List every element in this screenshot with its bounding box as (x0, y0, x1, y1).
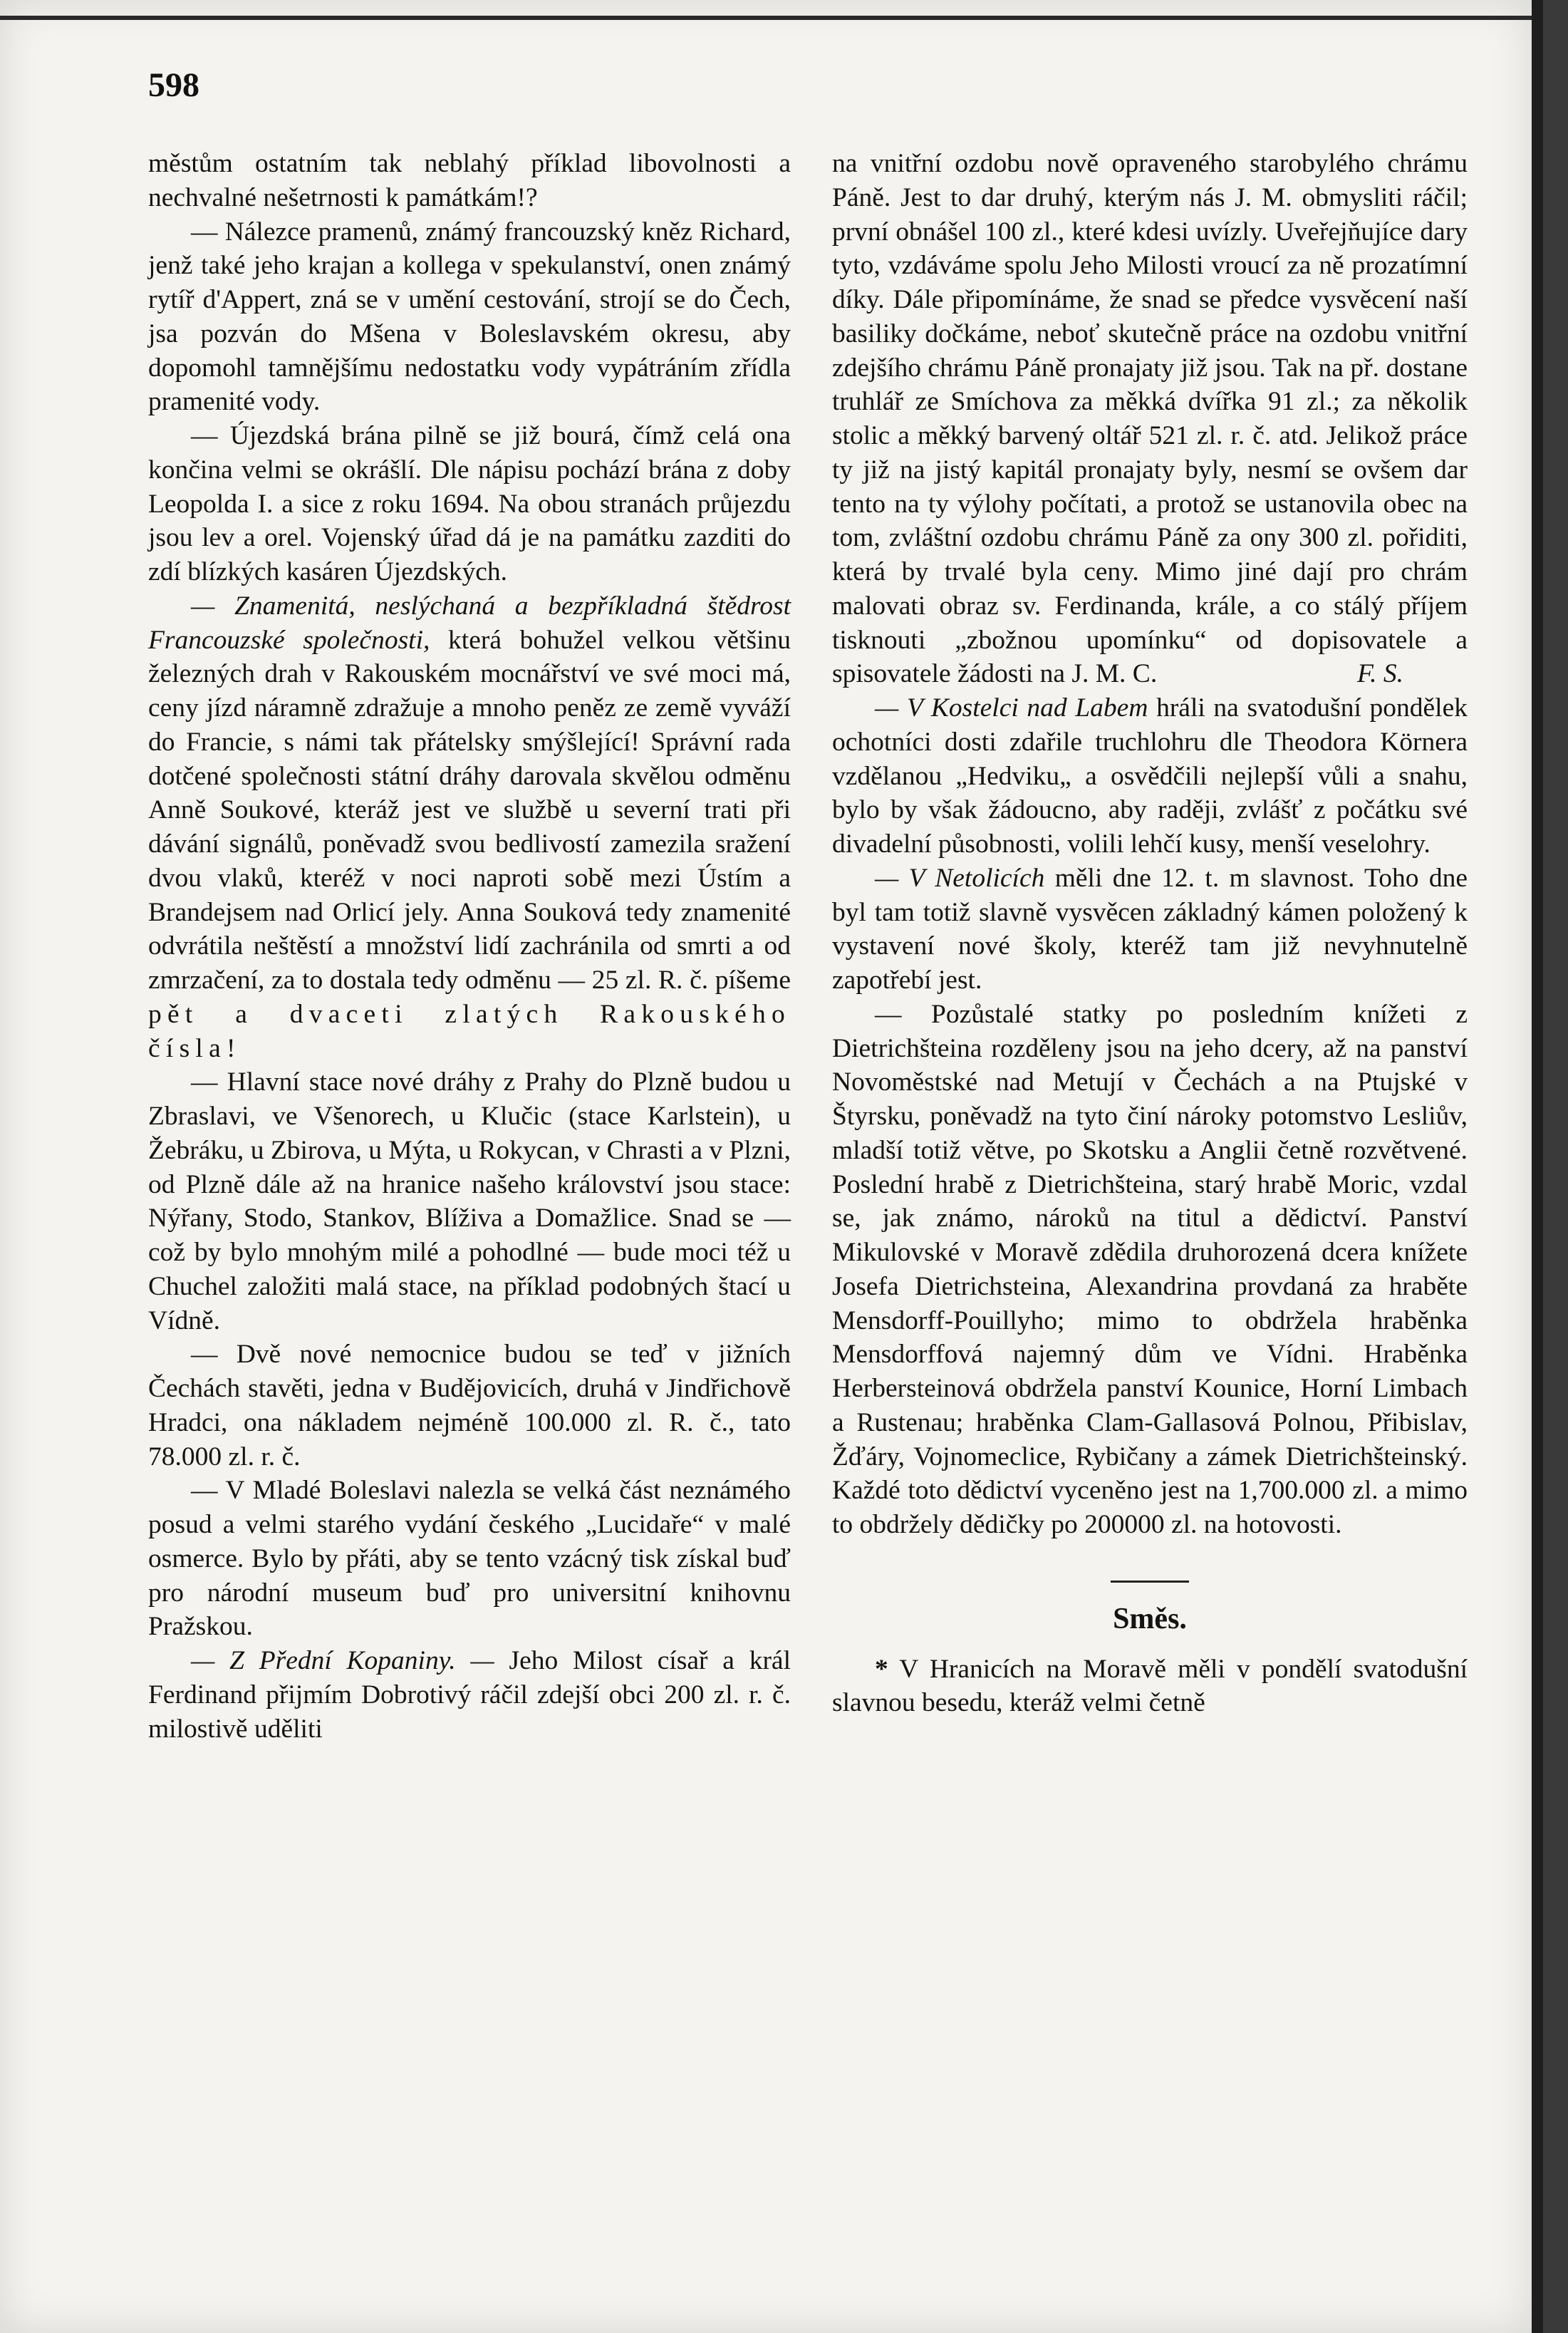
article-paragraph: městům ostatním tak neblahý příklad libovolnosti a nechvalné nešetrnosti k památkám!? (148, 149, 791, 212)
article-text: Jeho Milost císař a král Ferdinand přijmím Dobrotivý ráčil zdejší obci 200 zl. r. č. milostivě uděliti (148, 1646, 791, 1744)
article-lead: — Znamenitá, neslýchaná a bezpříkladná štědrost Francouzské společnosti, (148, 591, 791, 655)
asterisk-mark: * (875, 1654, 888, 1684)
article-paragraph: — Hlavní stace nové dráhy z Prahy do Plzně budou u Zbraslavi, ve Všenorech, u Klučic (stace Karlstein), u Žebráku, u Zbirova, u Mýta, u Rokycan, v Chrasti a v Plzni, od Plzně dále až na hranice našeho království jsou stace: Nýřany, Stodo, Stankov, Blíživa a Domažlice. Snad se — což by bylo mnohým milé a pohodlné — bude moci též u Chuchel založiti malá stace, na příklad podobných štací u Vídně. (148, 1067, 791, 1335)
article-paragraph: — Nálezce pramenů, známý francouzský kněz Richard, jenž také jeho krajan a kollega v spekulanství, onen známý rytíř d'Appert, zná se v umění cestování, strojí se do Čech, jsa pozván do Mšena v Boleslavském okresu, aby dopomohl tamnějšímu nedostatku vody vypátráním zřídla pramenité vody. (148, 217, 791, 417)
article-text: V Hranicích na Moravě měli v pondělí svatodušní slavnou besedu, kteráž velmi četně (832, 1654, 1468, 1718)
article-paragraph: — V Mladé Boleslavi nalezla se velká část neznámého posud a velmi starého vydání českého „Lucidaře“ v malé osmerce. Bylo by přáti, aby se tento vzácný tisk získal buď pro národní museum buď pro universitní knihovnu Pražskou. (148, 1476, 791, 1642)
article-text: na vnitřní ozdobu nově opraveného starobylého chrámu Páně. Jest to dar druhý, kterým nás J. M. obmysliti ráčil; první obnášel 100 zl., které kdesi uvízly. Uveřejňujíce dary tyto, vzdáváme spolu Jeho Milosti vroucí za ně prozatímní díky. Dále připomínáme, že snad se předce vysvěcení naší basiliky dočkáme, neboť skutečně práce na ozdobu vnitřní zdejšího chrámu Páně pronajaty již jsou. Tak na př. dostane truhlář ze Smíchova za měkká dvířka 91 zl.; za několik stolic a měkký barvený oltář 521 zl. r. č. atd. Jelikož práce ty již na jistý kapitál pronajaty byly, nesmí se ovšem dar tento na ty výlohy počítati, a protož se ustanovila obec na tom, zvláštní ozdobu chrámu Páně za ony 300 zl. pořiditi, která by trvalé byla ceny. Mimo jiné dají pro chrám malovati obraz sv. Ferdinanda, krále, a co stálý příjem tisknouti „zbožnou upomínku“ od dopisovatele a spisovatele žádosti na J. M. C. (832, 149, 1468, 689)
article-paragraph (832, 1652, 1468, 1721)
article-text: hráli na svatodušní pondělek ochotníci dosti zdařile truchlohru dle Theodora Körnera vzdělanou „Hedviku„ a osvědčili nejlepší vůli a snahu, bylo by však žádoucno, aby raději, zvlášť z počátku své divadelní působnosti, volili lehčí kusy, menší veselohry. (832, 693, 1468, 859)
article-lead: — V Netolicích (875, 863, 1045, 893)
section-title (832, 1581, 1468, 1637)
top-rule (0, 16, 1532, 20)
article-paragraph: — Újezdská brána pilně se již bourá, čímž celá ona končina velmi se okrášlí. Dle nápisu pochází brána z doby Leopolda I. a sice z roku 1694. Na obou stranách průjezdu jsou lev a orel. Vojenský úřad dá je na památku zazditi do zdí blízkých kasáren Újezdských. (148, 421, 791, 586)
author-signature: F. S. (1357, 659, 1403, 689)
article-paragraph (832, 862, 1468, 998)
right-column (832, 147, 1468, 1720)
article-paragraph: — Pozůstalé statky po posledním knížeti z Dietrichšteina rozděleny jsou na jeho dcery, až na panství Novoměstské nad Metují v Čechách a na Ptujské v Štyrsku, poněvadž na tyto činí nároky potomstvo Lesliův, mladší totiž větve, po Skotsku a Anglii četně rozvětvené. Poslední hrabě z Dietrichšteina, starý hrabě Moric, vzdal se, jak známo, nároků na titul a dědictví. Panství Mikulovské v Moravě zdědila druhorozená dcera knížete Josefa Dietrichsteina, Alexandrina provdaná za hraběte Mensdorff-Pouillyho; mimo to obdržela hraběnka Mensdorffová najemný dům ve Vídni. Hraběnka Herbersteinová obdržela panství Kounice, Horní Limbach a Rustenau; hraběnka Clam-Gallasová Polnou, Přibislav, Žďáry, Vojnomeclice, Rybičany a zámek Dietrichšteinský. Každé toto dědictví vyceněno jest na 1,700.000 zl. a mimo to obdržely dědičky po 200000 zl. na hotovosti. (832, 999, 1468, 1539)
article-paragraph (832, 691, 1468, 862)
article-lead: — V Kostelci nad Labem (875, 693, 1148, 723)
spaced-emphasis: pět a dvaceti zlatých Rakouského čísla! (148, 999, 791, 1063)
article-paragraph (148, 1644, 791, 1746)
article-text: měli dne 12. t. m slavnost. Toho dne byl tam totiž slavně vysvěcen základný kámen položený k vystavení nové školy, kteréž tam již nevyhnutelně zapotřebí jest. (832, 863, 1468, 995)
article-text: která bohužel velkou většinu železných drah v Rakouském mocnářství ve své moci má, ceny jízd náramně zdražuje a mnoho peněz ze země vyváží do Francie, s námi tak přátelsky smýšlející! Správní rada dotčené společnosti státní dráhy darovala skvělou odměnu Anně Soukové, kteráž jest ve službě u severní trati při dávání signálů, poněvadž svou bedlivostí zamezila sražení dvou vlaků, kteréž v noci naproti sobě mezi Ústím a Brandejsem nad Orlicí jely. Anna Souková tedy znamenité odvrátila neštěstí a množství lidí zachránila od smrti a od zmrzačení, za to dostala tedy odměnu — 25 zl. R. č. píšeme (148, 625, 791, 995)
section-title-text: Směs. (1113, 1602, 1187, 1635)
article-paragraph (832, 147, 1468, 691)
page-number: 598 (148, 66, 199, 104)
section-divider (1111, 1581, 1189, 1583)
left-column (148, 147, 791, 1746)
article-paragraph (148, 589, 791, 1066)
article-paragraph: — Dvě nové nemocnice budou se teď v jižních Čechách stavěti, jedna v Budějovicích, druhá v Jindřichově Hradci, ona nákladem nejméně 100.000 zl. R. č., tato 78.000 zl. r. č. (148, 1340, 791, 1471)
article-lead: — Z Přední Kopaniny. — (191, 1646, 494, 1675)
